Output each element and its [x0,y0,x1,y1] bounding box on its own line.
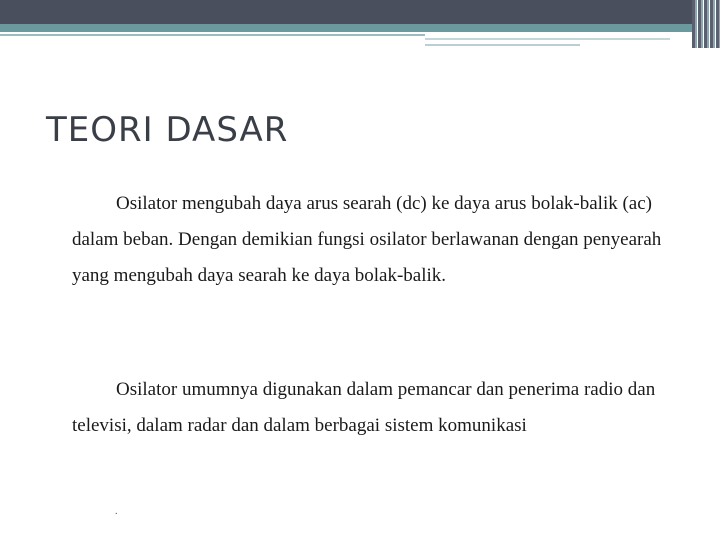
slide-title: TEORI DASAR [46,110,289,150]
body-paragraph-2 [72,372,682,444]
header-bar-dark [0,0,700,24]
corner-stripes-decoration [692,0,720,48]
paragraph-2-text: Osilator umumnya digunakan dalam pemancar dan penerima radio dan televisi, dalam radar dan dalam berbagai sistem komunikasi [72,379,656,436]
body-paragraph-1 [72,186,682,294]
header-bar-teal [0,24,700,32]
trailing-mark: . [115,506,118,517]
paragraph-1-text: Osilator mengubah daya arus searah (dc) ke daya arus bolak-balik (ac) dalam beban. Dengan demikian fungsi osilator berlawanan dengan penyearah yang mengubah daya searah ke daya bolak-balik. [72,193,662,286]
header-line-2 [425,38,670,40]
header-line-3 [425,44,580,46]
header-line-1 [0,34,425,36]
